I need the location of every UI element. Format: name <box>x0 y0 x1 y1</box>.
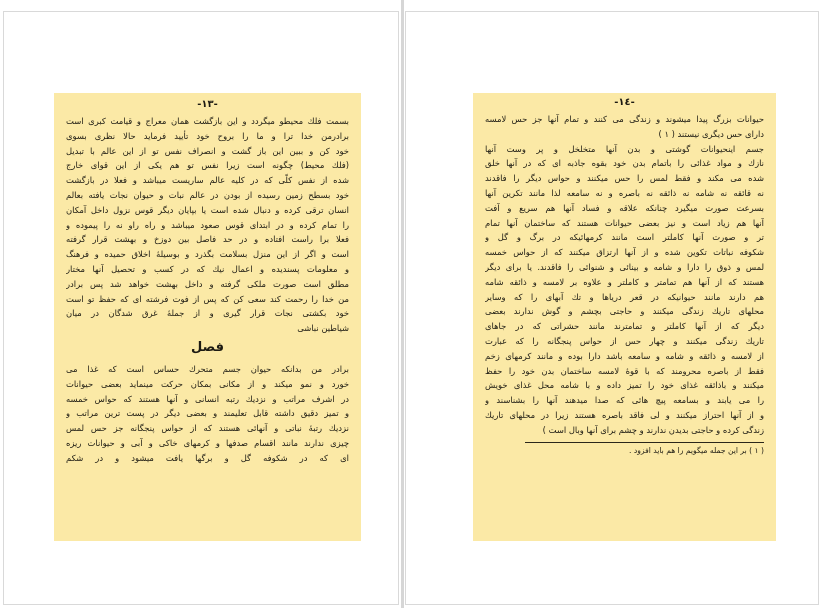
text-line: ای که در شکوفه گل و برگها یافت میشود و در شکم <box>66 452 349 463</box>
text-line: نازك و مواد غذائی را باتمام بدن خود بقوه جاذبه ای که در آنها خلق <box>485 158 764 169</box>
text-line: هم دارند مانند حیوانیکه در قعر دریاها و تك آبهای را که وسایر <box>485 291 764 302</box>
text-line: خود کن و ببین این باز گشت و انصراف نفس تو از این عالم با تبدیل <box>66 145 349 156</box>
text-line: نزدیك رتبهٔ نباتی و آنهائی هستند که از حواس پنجگانه جز حس لمس <box>66 423 349 434</box>
text-line: خورد و نمو میکند و از مکانی بمکان حرکت مینماید بعضی حیوانات <box>66 378 349 389</box>
text-line: تر و صورت آنها کاملتر است مانند کرمهائیکه در برگ و گل و <box>485 232 764 243</box>
text-line: زندگی کرده و حاجتی بدیدن ندارند و چشم برای آنها وبال است ) <box>542 424 764 435</box>
text-line: را تمام کرده و در ابتدای قوس صعود میباشد و راه راو نه را پیموده و <box>66 219 349 230</box>
left-scanned-page <box>54 93 361 541</box>
text-line: و تمیز دقیق داشته قابل تعلیمند و بعضی دیگر در پست ترین مراتب و <box>66 408 349 419</box>
text-line: میکنند و باذائقه غذای خود را تمیز داده و با شامه محل غذای خویش <box>485 380 764 391</box>
text-line: است و اگر از این منزل بسلامت بگذرد و بوسیلهٔ اخلاق حمیده و فرهنگ <box>66 249 349 260</box>
text-line: مطلق است صورت ملکی گرفته و داخل بهشت خواهد شد پس برادر <box>66 278 349 289</box>
text-line: دیگر که از آنها کاملتر و تمامترند مانند حشراتی که در جاهای <box>485 321 764 332</box>
text-line: شده از نفس کلّی که در کلیه عالم ساریست میباشد و فعلا در بازگشت <box>66 175 349 186</box>
text-line: انسان ترقی کرده و دنبال شده است یا بپایان دیگر قوس نزول داخل آمکان <box>66 204 349 215</box>
text-line: بسرعت صورت میگیرد چنانکه علاقه و فساد آنها هم سریع و آفت <box>485 202 764 213</box>
text-line: لمس و ذوق را دارا و شامه و بینائی و شنوائی را فاقدند. یا برای دیگر <box>485 261 764 272</box>
text-block-before-heading <box>66 114 349 336</box>
page-number: -۱٤- <box>614 97 635 108</box>
text-line: نه قائقه نه شامه نه ذائقه نه باصره و نه سامعه لذا مانند تکرین آنها <box>485 187 764 198</box>
text-line: برادر من بدانکه حیوان جسم متحرك حساس است که غذا می <box>66 363 349 374</box>
text-block <box>485 112 764 438</box>
text-line: خود بسطح زمین رسیده از بودن در عالم نبات و حیوان نجات یافته بعالم <box>66 189 349 200</box>
right-scanned-page <box>473 93 776 541</box>
text-line: فعلا برا راست افتاده و در حد فاصل بین دوزخ و بهشت قرار گرفته <box>66 234 349 245</box>
text-line: و معلومات پسندیده و اعمال نیك که در کسب و تحصیل آنها مختار <box>66 263 349 274</box>
text-line: و از آنها احتراز میکنند و لی فاقد باصره هستند زیرا در محلهای تاریك <box>485 409 764 420</box>
text-line: شکوفه نباتات تکوین شده و از آنها ارتزاق میکنند که از حواس خمسه <box>485 247 764 258</box>
section-heading: فصل <box>191 339 224 355</box>
text-line: جسم اینحیوانات گوشتی و بدن آنها متخلخل و پر وست آنها <box>485 143 764 154</box>
text-line: فقط از باصره محرومند که با قوهٔ لامسه ساختمان بدن خود را حفظ <box>485 365 764 376</box>
text-line: دارای حس دیگری نیستند ( ۱ ) <box>658 128 764 139</box>
text-line: حیوانات بزرگ پیدا میشوند و زندگی می کنند و تمام آنها جز حس لامسه <box>485 114 764 124</box>
text-line: در اشرف مراتب و نزدیك رتبه انسانی و آنها هستند که حواس خمسه <box>66 393 349 404</box>
text-line: آنها هم زیاد است و نیز بعضی حیوانات هستند که ساختمان آنها تمام <box>485 217 764 228</box>
text-block-after-heading <box>66 362 349 466</box>
page-number: -۱۳- <box>197 99 218 110</box>
text-line: شیاطین نباشی <box>297 323 349 334</box>
text-line: هستند که از آنها هم تمامتر و کاملتر و علاوه بر لامسه و ذائقه شامه <box>485 276 764 287</box>
text-line: خود بکشتی نجات قرار گیری و از جملهٔ غرق شدگان در میان <box>66 308 349 319</box>
right-page-sheet <box>406 12 818 604</box>
text-line: را می یابند و بسامعه پیچ هائی که صدا میدهند آنها را بشناسند و <box>485 395 764 406</box>
text-line: تاریك زندگی میکنند و چهار حس از حواس پنجگانه را که عبارت <box>485 335 764 346</box>
text-line: (فلك محیط) چگونه است زیرا نفس تو هم یکی از این قوای خارج <box>66 160 349 171</box>
text-line: شده می مکند و فقط لمس را حس میکنند و حواس دیگر را فاقدند <box>485 173 764 184</box>
text-line: من خدا را رحمت کند سعی کن که پس از فوت فرشته ای که حفظ تو است <box>66 293 349 304</box>
footnote-rule <box>525 442 764 443</box>
text-line: از لامسه و ذائقه و شامه و سامعه باشد دارا بوده و مانند کرمهای زخم <box>485 350 764 361</box>
text-line: بسمت فلك محیطو میگردد و این بازگشت همان معراج و قیامت کبری است <box>66 116 349 126</box>
left-page-sheet <box>4 12 398 604</box>
text-line: چیزی ندارند مانند اقسام صدفها و کرمهای خاکی و آبی و حیوانات ریزه <box>66 437 349 448</box>
page-divider <box>401 0 404 608</box>
footnote: ( ۱ ) بر این جمله میگویم را هم باید افزود . <box>629 445 764 455</box>
text-line: محلهای تاریك زندگی میکنند و حاجتی بچشم و گوش ندارند بعضی <box>485 306 764 317</box>
text-line: برادرمن خدا ترا و ما را بروح خود تأیید فرماید حالا نظری بسوی <box>66 130 349 141</box>
